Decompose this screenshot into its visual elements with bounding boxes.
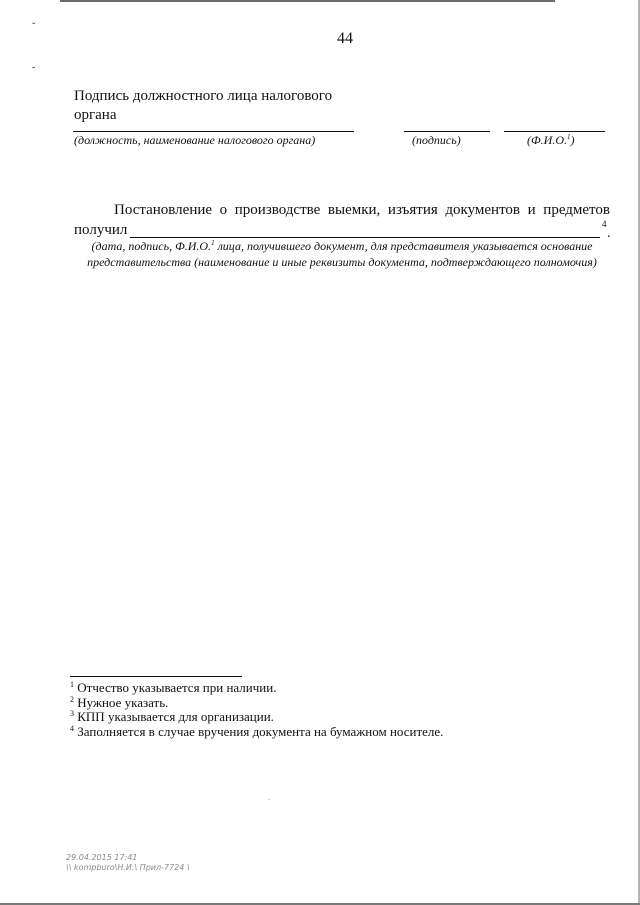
fio-line xyxy=(504,131,605,132)
signature-caption: (подпись) xyxy=(412,133,461,147)
resolution-text: Постановление о производстве выемки, изъятия документов и предметов xyxy=(114,202,610,218)
stamp-path: \\ kompburo\Н.И.\ Прил-7724 \ xyxy=(66,863,190,872)
footnote-item: $^2$ Нужное указать. xyxy=(70,694,169,710)
footnote-item: $^3$ КПП указывается для организации. xyxy=(70,709,274,724)
scan-edge-top xyxy=(60,0,555,2)
period: . xyxy=(607,226,611,241)
scan-speck: - xyxy=(32,62,36,73)
footnote-ref: 4 xyxy=(602,219,607,229)
fio-caption: (Ф.И.О.$^1$) xyxy=(527,133,575,147)
footnote-separator xyxy=(70,676,242,677)
footnote-ref: 1 xyxy=(566,133,571,141)
received-label: получил xyxy=(74,222,128,238)
signature-block-title: Подпись должностного лица налогового органа xyxy=(74,88,333,123)
footnote-item: $^1$ Отчество указывается при наличии. xyxy=(70,680,277,695)
footnote-ref: 1 xyxy=(211,239,215,247)
scan-speck: ˇ xyxy=(32,22,36,33)
signature-line xyxy=(404,131,490,132)
position-line xyxy=(73,131,354,132)
print-stamp xyxy=(66,853,190,873)
received-caption: (дата, подпись, Ф.И.О.$^1$ лица, получившего документ, для представителя указывается основание представительства (наименование и иные реквизиты документа, подтверждающего полномочия) xyxy=(87,239,597,269)
footnotes xyxy=(70,681,443,739)
page-number: 44 xyxy=(337,30,353,47)
position-caption: (должность, наименование налогового органа) xyxy=(74,133,316,147)
stamp-date: 29.04.2015 17:41 xyxy=(66,853,138,862)
scan-speck: . xyxy=(268,792,271,802)
footnote-item: $^4$ Заполняется в случае вручения документа на бумажном носителе. xyxy=(70,723,444,739)
